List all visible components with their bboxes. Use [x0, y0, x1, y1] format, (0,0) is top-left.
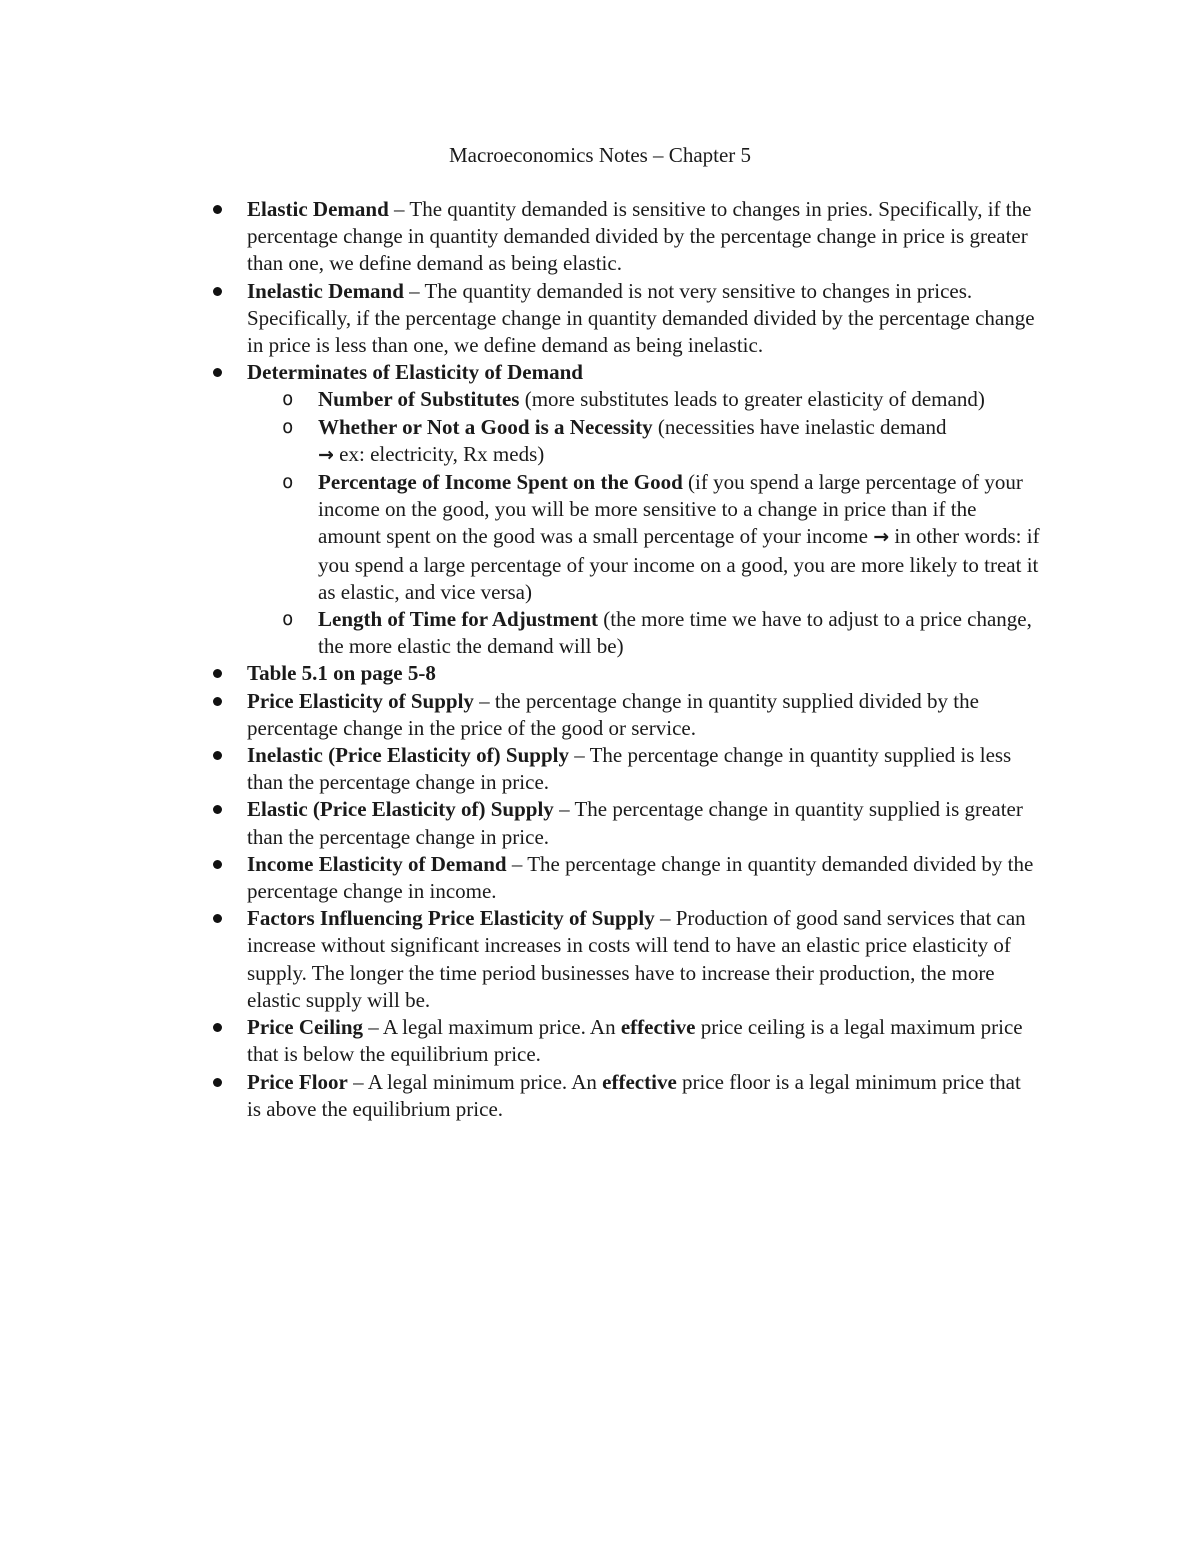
- list-item: [210, 1014, 1040, 1068]
- list-item: [210, 742, 1040, 796]
- item-text: The percentage change in quantity supplied is less than the percentage change in price.: [247, 743, 1012, 795]
- item-term: Elastic Demand: [247, 197, 389, 221]
- sub-item-text: (necessities have inelastic demand: [652, 414, 947, 439]
- item-text-cont: price floor is a legal minimum price that is above the equilibrium price.: [247, 1069, 1021, 1121]
- item-text: A legal maximum price. An: [382, 1015, 621, 1040]
- item-separator: –: [553, 797, 575, 822]
- item-separator: –: [506, 851, 528, 876]
- sub-item-text: (more substitutes leads to greater elasticity of demand): [519, 387, 985, 412]
- item-term: Determinates of Elasticity of Demand: [247, 360, 583, 385]
- notes-list: [210, 196, 1040, 1123]
- sub-item-text: (the more time we have to adjust to a price change, the more elastic the demand will be): [318, 607, 1032, 659]
- list-item: [210, 688, 1040, 742]
- item-text: The quantity demanded is not very sensitive to changes in prices. Specifically, if the percentage change in quantity demanded divided by the percentage change in price is less than one, we define demand as being inelastic.: [247, 278, 1035, 358]
- list-item: [210, 796, 1040, 850]
- item-text: The percentage change in quantity supplied is greater than the percentage change in price.: [247, 797, 1023, 849]
- item-text: the percentage change in quantity supplied divided by the percentage change in the price of the good or service.: [247, 688, 979, 740]
- item-term: Table 5.1 on page 5-8: [247, 661, 436, 686]
- sub-list-item: [247, 414, 1040, 469]
- sub-item-text-cont: in other words: if you spend a large percentage of your income on a good, you are more likely to treat it as elastic, and vice versa): [318, 524, 1040, 604]
- item-term: Inelastic Demand: [247, 278, 404, 303]
- arrow-right-icon: →: [318, 443, 334, 466]
- sub-list-item: [247, 469, 1040, 606]
- item-separator: –: [568, 743, 590, 768]
- sub-item-text-cont: ex: electricity, Rx meds): [333, 441, 545, 466]
- list-item: [210, 905, 1040, 1014]
- item-term: Price Ceiling: [247, 1015, 364, 1040]
- item-separator: –: [654, 906, 676, 931]
- item-term: Price Elasticity of Supply: [247, 688, 474, 713]
- sub-item-text: (if you spend a large percentage of your income on the good, you will be more sensitive to a change in price than if the amount spent on the good was a small percentage of your income: [318, 470, 1023, 549]
- sub-list: [247, 386, 1040, 660]
- list-item: [210, 1069, 1040, 1123]
- arrow-right-icon: →: [873, 526, 890, 549]
- list-item: [210, 278, 1040, 360]
- item-separator: –: [473, 688, 495, 713]
- item-emphasis: effective: [602, 1069, 677, 1094]
- sub-item-term: Number of Substitutes: [318, 387, 520, 412]
- item-text: The quantity demanded is sensitive to changes in pries. Specifically, if the percentage change in quantity demanded divided by the percentage change in price is greater than one, we define demand as being elastic.: [247, 197, 1032, 276]
- item-text-cont: price ceiling is a legal maximum price that is below the equilibrium price.: [247, 1015, 1023, 1067]
- item-text: A legal minimum price. An: [367, 1069, 603, 1094]
- sub-item-term: Length of Time for Adjustment: [318, 607, 599, 632]
- item-separator: –: [347, 1069, 368, 1094]
- sub-list-item: [247, 606, 1040, 660]
- item-separator: –: [363, 1015, 383, 1040]
- item-separator: –: [388, 197, 410, 221]
- item-emphasis: effective: [620, 1015, 696, 1040]
- item-text: The percentage change in quantity demanded divided by the percentage change in income.: [247, 851, 1034, 904]
- item-term: Elastic (Price Elasticity of) Supply: [247, 797, 554, 822]
- page-title: Macroeconomics Notes – Chapter 5: [448, 143, 752, 167]
- item-term: Factors Influencing Price Elasticity of Supply: [247, 906, 655, 931]
- list-item: [210, 196, 1040, 278]
- sub-item-term: Whether or Not a Good is a Necessity: [318, 414, 653, 439]
- sub-item-term: Percentage of Income Spent on the Good: [318, 470, 683, 495]
- item-term: Inelastic (Price Elasticity of) Supply: [247, 743, 569, 768]
- item-term: Income Elasticity of Demand: [247, 851, 507, 876]
- list-item: [210, 851, 1040, 905]
- sub-list-item: [247, 386, 1040, 413]
- list-item: [210, 660, 1040, 687]
- item-text: Production of good sand services that can increase without significant increases in costs will tend to have an elastic price elasticity of supply. The longer the time period businesses have to increase their production, the more elastic supply will be.: [247, 906, 1026, 1012]
- item-term: Price Floor: [247, 1069, 348, 1094]
- list-item: [210, 359, 1040, 660]
- item-separator: –: [403, 278, 425, 303]
